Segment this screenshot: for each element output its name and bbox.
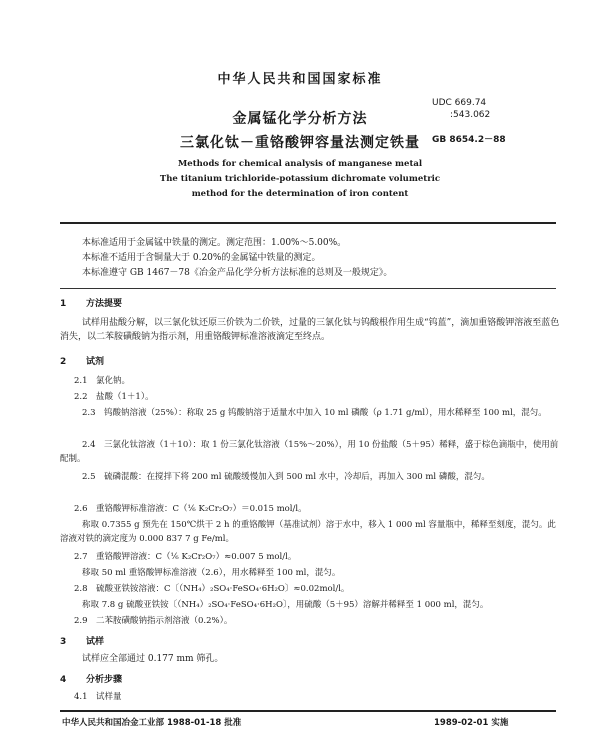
intro-exclusion: 本标准不适用于含铜量大于 0.20%的金属锰中铁量的测定。 bbox=[82, 253, 321, 263]
header-divider bbox=[60, 222, 556, 224]
reagent-2-5: 2.5 硫磷混酸：在搅拌下将 200 ml 硫酸缓慢加入到 500 ml 水中，冷却后，再加入 300 ml 磷酸，混匀。 bbox=[82, 472, 490, 482]
approval-line: 中华人民共和国冶金工业部 1988-01-18 批准 bbox=[62, 718, 242, 728]
reagent-2-9: 2.9 二苯胺磺酸钠指示剂溶液（0.2%）。 bbox=[74, 616, 233, 626]
intro-divider bbox=[60, 288, 556, 289]
footer-divider bbox=[60, 710, 556, 712]
section-1-title: 方法提要 bbox=[86, 299, 123, 309]
section-3-text: 试样应全部通过 0.177 mm 筛孔。 bbox=[82, 654, 224, 664]
reagent-2-8-prep: 称取 7.8 g 硫酸亚铁铵〔（NH₄）₂SO₄·FeSO₄·6H₂O〕，用硫酸（5＋95）溶解并稀释至 1 000 ml，混匀。 bbox=[82, 600, 489, 610]
implementation-date: 1989-02-01 实施 bbox=[434, 718, 509, 728]
section-2-heading bbox=[60, 354, 104, 367]
title-line-2: 三氯化钛－重铬酸钾容量法测定铁量 bbox=[180, 135, 420, 151]
national-standard-heading: 中华人民共和国国家标准 bbox=[217, 72, 383, 87]
intro-compliance: 本标准遵守 GB 1467－78《冶金产品化学分析方法标准的总则及一般规定》。 bbox=[82, 268, 393, 278]
intro-scope: 本标准适用于金属锰中铁量的测定。测定范围：1.00%～5.00%。 bbox=[82, 238, 347, 248]
section-4-title: 分析步骤 bbox=[86, 675, 123, 685]
reagent-2-6-prep: 称取 0.7355 g 预先在 150℃烘干 2 h 的重铬酸钾（基准试剂）溶于水中，移入 1 000 ml 容量瓶中，稀释至刻度，混匀。此溶液对铁的滴定度为 0.000 837 7 g Fe/ml。 bbox=[60, 520, 556, 544]
reagent-2-7: 2.7 重铬酸钾溶液：C（⅙ K₂Cr₂O₇）≈0.007 5 mol/l。 bbox=[74, 552, 297, 562]
gb-number: GB 8654.2－88 bbox=[432, 135, 506, 145]
section-4-number: 4 bbox=[60, 675, 67, 685]
reagent-2-7-prep: 移取 50 ml 重铬酸钾标准溶液（2.6），用水稀释至 100 ml，混匀。 bbox=[82, 568, 341, 578]
reagent-2-8: 2.8 硫酸亚铁铵溶液：C〔（NH₄）₂SO₄·FeSO₄·6H₂O〕≈0.02mol/l。 bbox=[74, 584, 350, 594]
english-title-line-2: The titanium trichloride-potassium dichromate volumetric bbox=[159, 174, 441, 184]
reagent-2-3: 2.3 钨酸钠溶液（25%）：称取 25 g 钨酸钠溶于适量水中加入 10 ml 磷酸（ρ 1.71 g/ml），用水稀释至 100 ml，混匀。 bbox=[82, 408, 547, 418]
section-1-number: 1 bbox=[60, 299, 67, 309]
section-3-number: 3 bbox=[60, 637, 67, 647]
section-2-number: 2 bbox=[60, 357, 67, 367]
english-title-line-1: Methods for chemical analysis of manganese metal bbox=[177, 159, 423, 169]
reagent-2-2: 2.2 盐酸（1＋1）。 bbox=[74, 392, 154, 402]
title-line-1: 金属锰化学分析方法 bbox=[232, 111, 368, 127]
udc-code: UDC 669.74 bbox=[432, 98, 487, 108]
english-title-line-3: method for the determination of iron content bbox=[191, 189, 409, 199]
udc-code-continued: :543.062 bbox=[450, 110, 491, 120]
reagent-2-4: 2.4 三氯化钛溶液（1＋10）：取 1 份三氯化钛溶液（15%～20%），用 10 份盐酸（5＋95）稀释，盛于棕色滴瓶中，使用前配制。 bbox=[60, 440, 559, 464]
section-2-title: 试剂 bbox=[86, 357, 105, 367]
section-3-heading bbox=[60, 634, 104, 647]
section-1-heading bbox=[60, 296, 122, 309]
reagent-2-1: 2.1 氯化钠。 bbox=[74, 376, 131, 386]
section-4-heading bbox=[60, 672, 122, 685]
reagent-2-6: 2.6 重铬酸钾标准溶液：C（⅙ K₂Cr₂O₇）＝0.015 mol/l。 bbox=[74, 504, 307, 514]
section-1-text: 试样用盐酸分解，以三氯化钛还原三价铁为二价铁，过量的三氯化钛与钨酸根作用生成“钨蓝”，滴加重铬酸钾溶液至蓝色消失，以二苯胺磺酸钠为指示剂，用重铬酸钾标准溶液滴定至终点。 bbox=[60, 318, 560, 342]
section-3-title: 试样 bbox=[86, 637, 105, 647]
section-4-1: 4.1 试样量 bbox=[74, 692, 122, 702]
